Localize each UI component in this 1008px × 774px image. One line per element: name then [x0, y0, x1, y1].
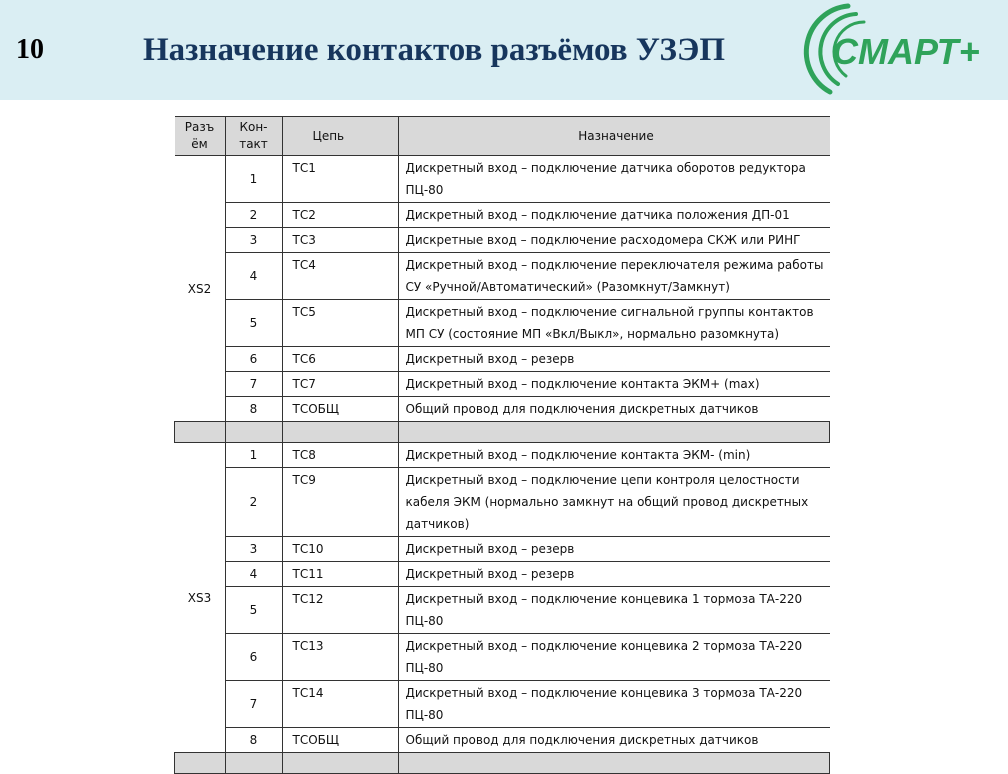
header-purpose: Назначение [398, 117, 830, 156]
pin-cell: 7 [225, 681, 282, 728]
pin-cell: 5 [225, 300, 282, 347]
circuit-cell: ТС7 [282, 372, 398, 397]
purpose-cell: Дискретный вход – подключение цепи контроля целостности кабеля ЭКМ (нормально замкнут на общий провод дискретных датчиков) [398, 468, 830, 537]
pin-assignment-table [174, 116, 830, 774]
pin-cell: 1 [225, 443, 282, 468]
table-row [175, 228, 830, 253]
connector-xs2: XS2 [175, 156, 226, 422]
slide-number: 10 [16, 34, 44, 65]
pin-cell: 3 [225, 537, 282, 562]
purpose-cell: Дискретный вход – резерв [398, 537, 830, 562]
header-circuit: Цепь [282, 117, 398, 156]
separator-cell [175, 422, 226, 443]
circuit-cell: ТСОБЩ [282, 397, 398, 422]
circuit-cell: ТС9 [282, 468, 398, 537]
purpose-cell: Дискретный вход – подключение концевика 1 тормоза ТА-220 ПЦ-80 [398, 587, 830, 634]
table-row [175, 347, 830, 372]
purpose-cell: Дискретный вход – подключение переключателя режима работы СУ «Ручной/Автоматический» (Разомкнут/Замкнут) [398, 253, 830, 300]
separator-cell [398, 422, 830, 443]
purpose-cell: Дискретный вход – подключение датчика положения ДП-01 [398, 203, 830, 228]
header-pin: Кон- такт [225, 117, 282, 156]
pin-cell: 6 [225, 634, 282, 681]
circuit-cell: ТС2 [282, 203, 398, 228]
slide-header [0, 0, 1008, 100]
pin-cell: 4 [225, 253, 282, 300]
table-row [175, 397, 830, 422]
pin-cell: 5 [225, 587, 282, 634]
table-row [175, 562, 830, 587]
table-row [175, 253, 830, 300]
slide-title: Назначение контактов разъёмов УЗЭП [143, 32, 726, 68]
circuit-cell: ТС6 [282, 347, 398, 372]
purpose-cell: Дискретный вход – резерв [398, 562, 830, 587]
circuit-cell: ТСОБЩ [282, 728, 398, 753]
purpose-cell: Дискретный вход – подключение контакта ЭКМ+ (max) [398, 372, 830, 397]
circuit-cell: ТС14 [282, 681, 398, 728]
pin-cell: 3 [225, 228, 282, 253]
header-connector: Разъ ём [175, 117, 226, 156]
connector-xs3: XS3 [175, 443, 226, 753]
pin-cell: 1 [225, 156, 282, 203]
circuit-cell: ТС3 [282, 228, 398, 253]
table-row [175, 634, 830, 681]
pin-cell: 4 [225, 562, 282, 587]
purpose-cell: Дискретный вход – подключение концевика 2 тормоза ТА-220 ПЦ-80 [398, 634, 830, 681]
table-row [175, 203, 830, 228]
circuit-cell: ТС5 [282, 300, 398, 347]
table-row [175, 468, 830, 537]
purpose-cell: Общий провод для подключения дискретных датчиков [398, 728, 830, 753]
table-row [175, 728, 830, 753]
table-row [175, 300, 830, 347]
table-row [175, 537, 830, 562]
smart-plus-logo [796, 0, 1008, 100]
pin-cell: 6 [225, 347, 282, 372]
pin-cell: 2 [225, 203, 282, 228]
circuit-cell: ТС1 [282, 156, 398, 203]
purpose-cell: Дискретные вход – подключение расходомера СКЖ или РИНГ [398, 228, 830, 253]
circuit-cell: ТС11 [282, 562, 398, 587]
table-row [175, 372, 830, 397]
pin-cell: 7 [225, 372, 282, 397]
separator-cell [282, 422, 398, 443]
circuit-cell: ТС12 [282, 587, 398, 634]
table-row [175, 156, 830, 203]
pin-cell: 8 [225, 397, 282, 422]
circuit-cell: ТС13 [282, 634, 398, 681]
pin-cell: 2 [225, 468, 282, 537]
table-row [175, 587, 830, 634]
svg-text:СМАРТ+: СМАРТ+ [832, 31, 980, 72]
purpose-cell: Дискретный вход – подключение датчика оборотов редуктора ПЦ-80 [398, 156, 830, 203]
separator-row [175, 422, 830, 443]
table-row [175, 681, 830, 728]
circuit-cell: ТС10 [282, 537, 398, 562]
pin-cell: 8 [225, 728, 282, 753]
purpose-cell: Дискретный вход – резерв [398, 347, 830, 372]
table-row [175, 443, 830, 468]
purpose-cell: Общий провод для подключения дискретных датчиков [398, 397, 830, 422]
purpose-cell: Дискретный вход – подключение концевика 3 тормоза ТА-220 ПЦ-80 [398, 681, 830, 728]
circuit-cell: ТС8 [282, 443, 398, 468]
purpose-cell: Дискретный вход – подключение сигнальной группы контактов МП СУ (состояние МП «Вкл/Выкл», нормально разомкнута) [398, 300, 830, 347]
separator-cell [225, 422, 282, 443]
circuit-cell: ТС4 [282, 253, 398, 300]
table-header-row [175, 117, 830, 156]
purpose-cell: Дискретный вход – подключение контакта ЭКМ- (min) [398, 443, 830, 468]
